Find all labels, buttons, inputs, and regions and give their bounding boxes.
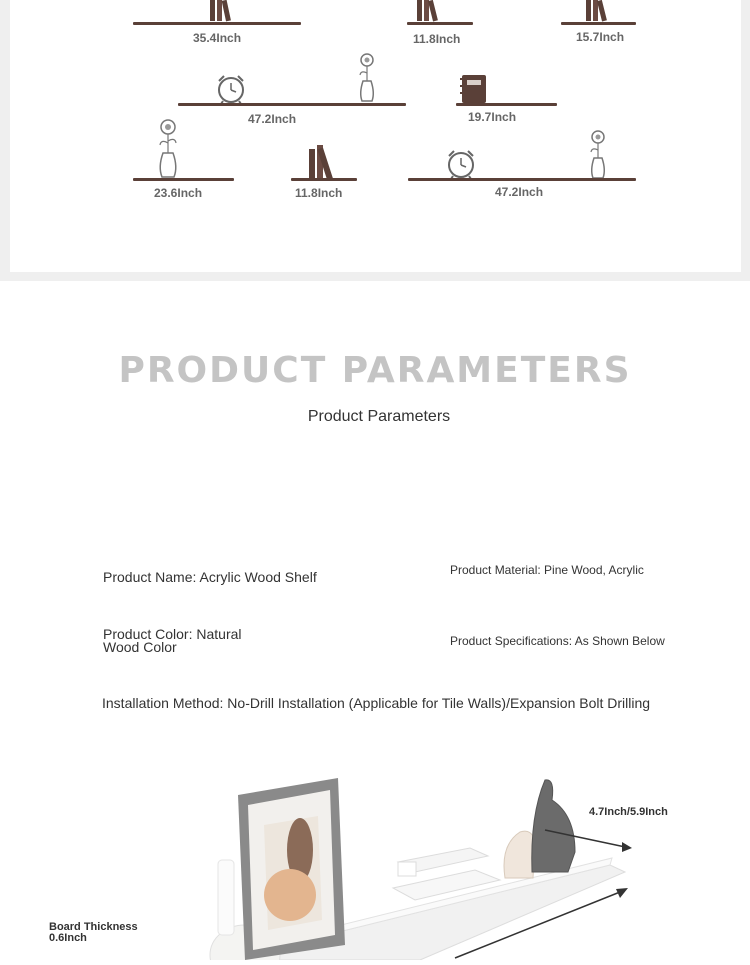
section-title-watermark: PRODUCT PARAMETERS <box>118 350 632 391</box>
shelf-size-label: 47.2Inch <box>248 112 297 126</box>
shelf-47-2 <box>178 103 406 106</box>
shelf-11-8 <box>291 178 357 181</box>
shelf-size-label: 11.8Inch <box>413 32 461 46</box>
shelf-size-label: 47.2Inch <box>495 185 544 199</box>
shelf-19-7 <box>456 103 557 106</box>
param-installation-method: Installation Method: No-Drill Installation (Applicable for Tile Walls)/Expansion Bolt Drilling <box>102 695 651 711</box>
board-thickness-label: Board Thickness 0.6Inch <box>49 921 138 944</box>
param-product-color: Product Color: Natural Wood Color <box>103 626 242 655</box>
product-photo <box>0 760 750 960</box>
depth-dimension-label: 4.7Inch/5.9Inch <box>589 806 668 818</box>
shelf-23-6 <box>133 178 234 181</box>
param-product-material: Product Material: Pine Wood, Acrylic <box>450 563 644 577</box>
param-product-specs: Product Specifications: As Shown Below <box>450 634 665 648</box>
flower-vase-icon <box>354 51 380 108</box>
shelf-size-card <box>10 0 741 272</box>
shelf-size-label: 15.7Inch <box>576 30 625 44</box>
param-product-name: Product Name: Acrylic Wood Shelf <box>103 569 317 585</box>
shelf-15-7 <box>561 22 636 25</box>
flower-vase-icon <box>153 117 183 184</box>
shelf-size-label: 11.8Inch <box>295 186 343 200</box>
section-subtitle: Product Parameters <box>307 408 451 425</box>
shelf-size-label: 35.4Inch <box>193 31 242 45</box>
shelf-size-panel <box>0 0 750 281</box>
shelf-size-label: 23.6Inch <box>154 186 203 200</box>
shelf-size-label: 19.7Inch <box>468 110 517 124</box>
shelf-47-2 <box>408 178 636 181</box>
shelf-11-8 <box>407 22 473 25</box>
flower-vase-icon <box>585 128 611 185</box>
shelf-35-4 <box>133 22 301 25</box>
